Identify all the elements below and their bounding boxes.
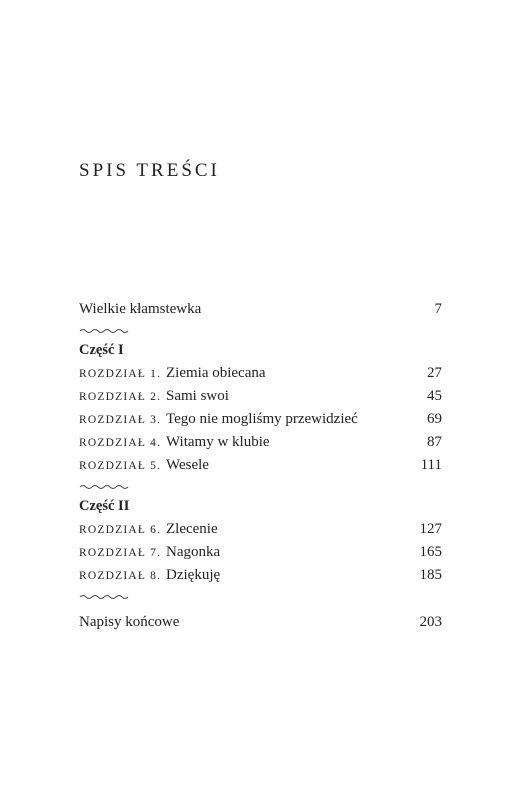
chapter-title: Wesele [166, 457, 209, 473]
toc-entry-page: 7 [434, 301, 442, 317]
chapter-prefix: ROZDZIAŁ 5. [79, 460, 162, 472]
chapter-page: 69 [427, 411, 442, 427]
chapter-title: Nagonka [166, 544, 221, 560]
chapter-page: 127 [419, 521, 442, 537]
chapter-prefix: ROZDZIAŁ 6. [79, 524, 162, 536]
chapter-title: Zlecenie [166, 521, 218, 537]
toc-chapter-4[interactable] [79, 431, 442, 454]
page-title: SPIS TREŚCI [79, 160, 220, 181]
chapter-title: Tego nie mogliśmy przewidzieć [166, 411, 358, 427]
chapter-prefix: ROZDZIAŁ 8. [79, 570, 162, 582]
toc-chapter-8[interactable] [79, 564, 442, 587]
chapter-title: Sami swoi [166, 388, 229, 404]
chapter-prefix: ROZDZIAŁ 2. [79, 391, 162, 403]
toc-entry-label: Wielkie kłamstewka [79, 301, 202, 317]
wave-ornament-icon [79, 587, 129, 605]
part-heading-2: Część II [79, 498, 130, 514]
toc-chapter-7[interactable] [79, 541, 442, 564]
chapter-title: Ziemia obiecana [166, 365, 266, 381]
toc-entry-outro[interactable] [79, 611, 442, 634]
chapter-page: 87 [427, 434, 442, 450]
chapter-prefix: ROZDZIAŁ 4. [79, 437, 162, 449]
toc-chapter-6[interactable] [79, 518, 442, 541]
toc-entry-intro[interactable] [79, 298, 442, 321]
chapter-title: Dziękuję [166, 567, 221, 583]
chapter-page: 45 [427, 388, 442, 404]
toc-entry-label: Napisy końcowe [79, 614, 180, 630]
chapter-prefix: ROZDZIAŁ 7. [79, 547, 162, 559]
toc-chapter-1[interactable] [79, 362, 442, 385]
chapter-page: 165 [419, 544, 442, 560]
wave-ornament-icon [79, 477, 129, 495]
chapter-title: Witamy w klubie [166, 434, 270, 450]
chapter-page: 111 [420, 457, 442, 473]
chapter-page: 185 [419, 567, 442, 583]
part-heading-1: Część I [79, 342, 124, 358]
table-of-contents [79, 298, 442, 634]
wave-ornament-icon [79, 321, 129, 339]
toc-entry-page: 203 [419, 614, 442, 630]
toc-chapter-5[interactable] [79, 454, 442, 477]
chapter-page: 27 [427, 365, 442, 381]
toc-chapter-2[interactable] [79, 385, 442, 408]
toc-chapter-3[interactable] [79, 408, 442, 431]
chapter-prefix: ROZDZIAŁ 3. [79, 414, 162, 426]
chapter-prefix: ROZDZIAŁ 1. [79, 368, 162, 380]
